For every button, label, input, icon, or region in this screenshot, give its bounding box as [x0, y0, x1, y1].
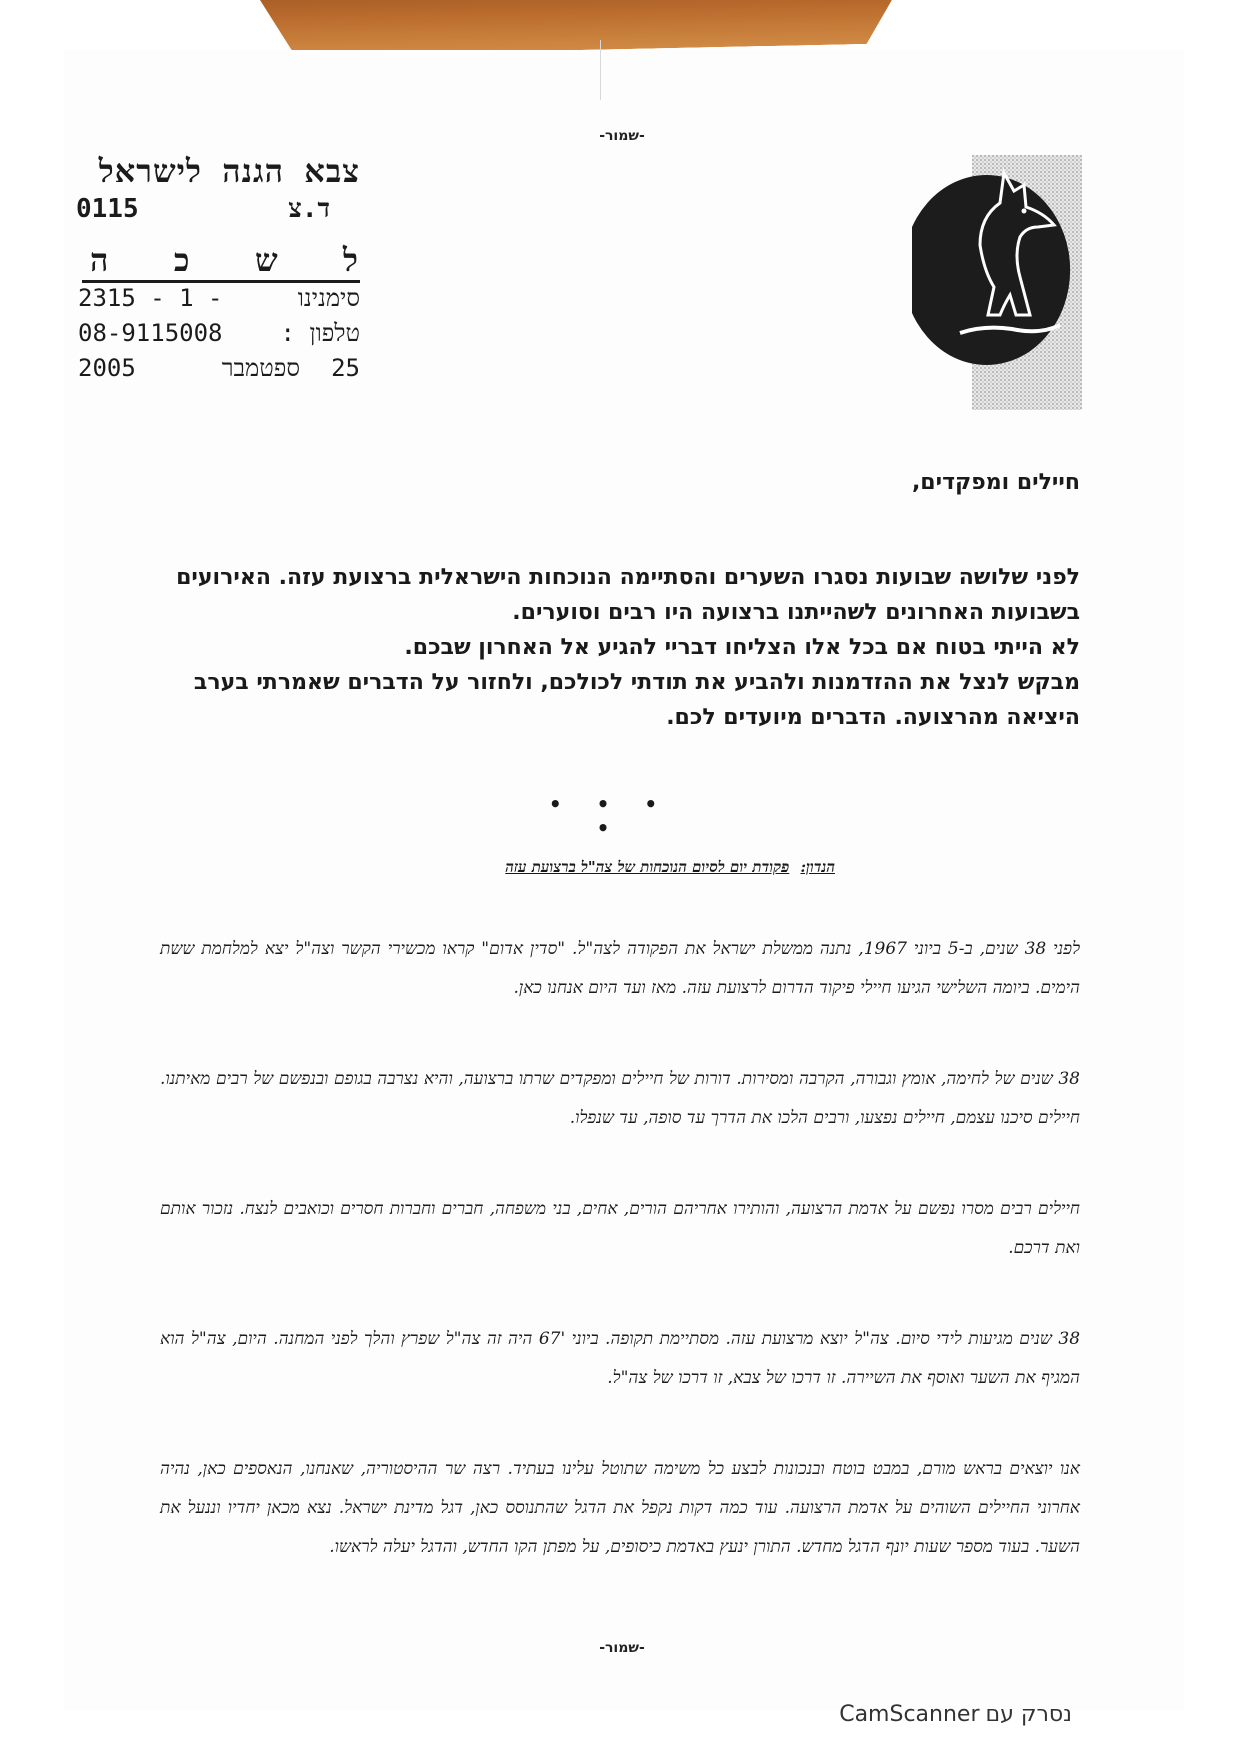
date-month: ספטמבר — [221, 354, 300, 382]
watermark-prefix: נסרק עם — [985, 1702, 1072, 1727]
unit-label: ד.צ — [288, 194, 330, 224]
classification-top: -שמור- — [599, 128, 645, 144]
reference-label: סימנינו — [297, 284, 360, 312]
section-separator: • • • • — [548, 792, 672, 840]
date-line — [70, 352, 360, 384]
intro-paragraph: לפני שלושה שבועות נסגרו השערים והסתיימה הנוכחות הישראלית ברצועת עזה. האירועים בשבועות האחרונים לשהייתנו ברצועה היו רבים וסוערים. — [176, 565, 1080, 625]
phone-line — [70, 317, 360, 349]
office-letter: ל — [343, 241, 358, 279]
subject-label: הנדון: — [800, 858, 835, 876]
phone-value: 08-9115008 — [78, 319, 223, 347]
reference-line — [70, 282, 360, 314]
paper-fold — [600, 40, 601, 100]
watermark-app: CamScanner — [839, 1702, 980, 1727]
office-letters — [82, 240, 360, 283]
phone-label: טלפון : — [280, 319, 360, 347]
intro-paragraph: לא הייתי בטוח אם בכל אלו הצליחו דבריי להגיע אל האחרון שבכם. — [404, 635, 1080, 660]
intro-paragraph: מבקש לנצל את ההזדמנות ולהביע את תודתי לכולכם, ולחזור על הדברים שאמרתי בערב היציאה מהרצועה. הדברים מיועדים לכם. — [193, 670, 1080, 730]
body-paragraph: 38 שנים של לחימה, אומץ וגבורה, הקרבה ומסירות. דורות של חיילים ומפקדים שרתו ברצועה, והיא נצרבה בגופם ובנפשם של רבים מאיתנו. חיילים סיכנו עצמם, חיילים נפצעו, ורבים הלכו את הדרך עד סופה, עד שנפלו. — [160, 1069, 1080, 1128]
classification-bottom: -שמור- — [599, 1640, 645, 1656]
unit-logo-fox-icon — [912, 155, 1082, 410]
office-letter: ש — [254, 241, 278, 279]
scanner-watermark — [839, 1702, 1072, 1727]
unit-number: 0115 — [76, 194, 139, 224]
date-year: 2005 — [78, 354, 136, 382]
body-paragraph: אנו יוצאים בראש מורם, במבט בוטח ובנכונות לבצע כל משימה שתוטל עלינו בעתיד. רצה שר ההיסטוריה, שאנחנו, הנאספים כאן, נהיה אחרוני החיילים השוהים על אדמת הרצועה. עוד כמה דקות נקפל את הדגל שהתנוסס כאן, דגל מדינת ישראל. נצא מכאן יחדיו וננעל את השער. בעוד מספר שעות יונף הדגל מחדש. התורן ינעץ באדמת כיסופים, על מפתן הקו החדש, והדגל יעלה לראשו. — [160, 1459, 1080, 1557]
subject-text: פקודת יום לסיום הנוכחות של צה"ל ברצועת עזה — [505, 858, 790, 876]
order-of-the-day-body — [160, 930, 1080, 1619]
organization-name: צבא הגנה לישראל — [98, 152, 360, 190]
intro-section — [160, 560, 1080, 735]
reference-value: 2315 - 1 - — [78, 284, 223, 312]
date-day: 25 — [331, 354, 360, 382]
greeting: חיילים ומפקדים, — [911, 470, 1080, 495]
body-paragraph: חיילים רבים מסרו נפשם על אדמת הרצועה, והותירו אחריהם הורים, אחים, בני משפחה, חברים וחברות חסרים וכואבים לנצח. נזכור אותם ואת דרכם. — [160, 1199, 1080, 1258]
office-letter: כ — [173, 241, 190, 279]
body-paragraph: לפני 38 שנים, ב-5 ביוני 1967, נתנה ממשלת ישראל את הפקודה לצה"ל. "סדין אדום" קראו מכשירי הקשר וצה"ל יצא למלחמת ששת הימים. ביומה השלישי הגיעו חיילי פיקוד הדרום לרצועת עזה. מאז ועד היום אנחנו כאן. — [160, 939, 1081, 998]
office-letter: ה — [90, 241, 109, 279]
subject-line — [505, 858, 835, 877]
body-paragraph: 38 שנים מגיעות לידי סיום. צה"ל יוצא מרצועת עזה. מסתיימת תקופה. ביוני '67 היה זה צה"ל שפרץ והלך לפני המחנה. היום, צה"ל הוא המגיף את השער ואוסף את השיירה. זו דרכו של צבא, זו דרכו של צה"ל. — [160, 1329, 1081, 1388]
